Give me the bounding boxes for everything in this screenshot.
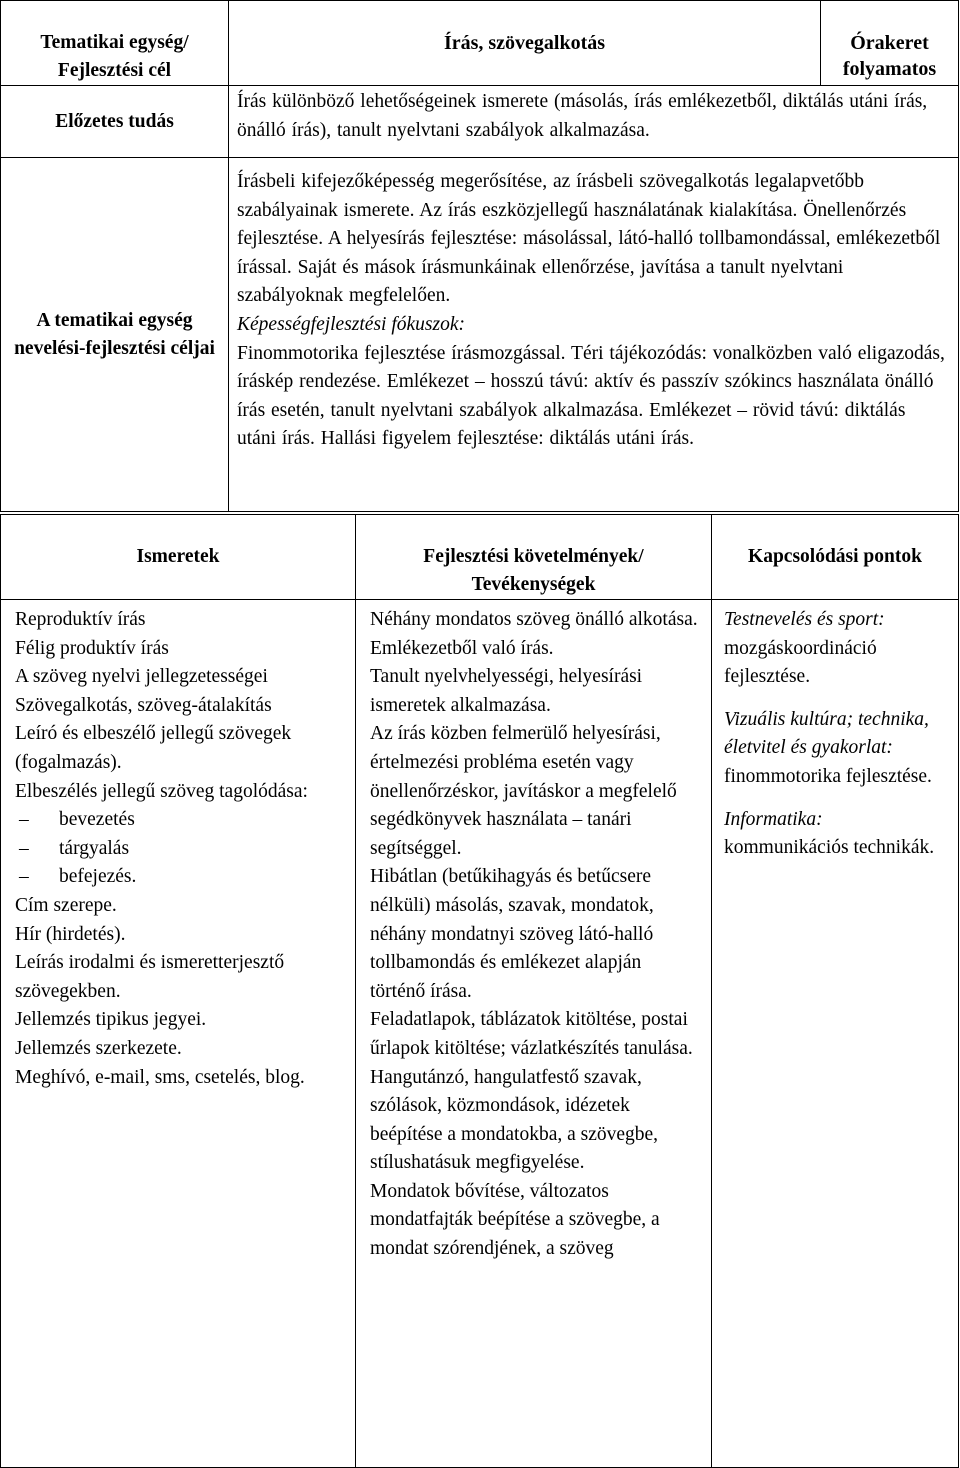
knowledge-line: Félig produktív írás (15, 637, 169, 659)
content-table (0, 514, 959, 1468)
prior-knowledge-label-cell (1, 86, 229, 158)
knowledge-line: Leírás irodalmi és ismeretterjesztő szövegekben. (15, 952, 285, 1002)
unit-title-cell (229, 1, 821, 86)
knowledge-line: Hír (hirdetés). (15, 923, 126, 945)
dash-item-text: bevezetés (59, 809, 135, 831)
knowledge-list-a (15, 606, 345, 806)
connection-item (724, 706, 948, 792)
connection-text: kommunikációs technikák. (724, 837, 935, 859)
connection-text: finommotorika fejlesztése. (724, 765, 932, 787)
requirements-text: Néhány mondatos szöveg önálló alkotása. Emlékezetből való írás. Tanult nyelvhelyességi, helyesírási ismeretek alkalmazása. Az írás közben felmerülő helyesírási, értelmezési probléma esetén vagy önellenőrzéskor, javításkor a megfelelő segédkönyvek használata – tanári segítséggel. Hibátlan (betűkihagyás és betűcsere nélküli) másolás, szavak, mondatok, néhány mondatnyi szöveg látó-halló tollbamondás és emlékezet alapján történő írása. Feladatlapok, táblázatok kitöltése, postai űrlapok kitöltése; vázlatkészítés tanulása. Hangutánzó, hangulatfestő szavak, szólások, közmondások, idézetek beépítése a mondatokba, a szövegbe, stílushatásuk megfigyelése. Mondatok bővítése, változatos mondatfajták beépítése a szövegbe, a mondat szórendjének, a szöveg (370, 609, 698, 1260)
dash-list-item (15, 835, 345, 864)
goals-label: A tematikai egység nevelési-fejlesztési céljai (14, 309, 215, 359)
connections-cell (712, 600, 959, 1468)
knowledge-header-cell (1, 515, 356, 600)
hours-cell (821, 1, 959, 86)
dash-bullet-icon: – (19, 866, 29, 888)
unit-label-cell (1, 1, 229, 86)
knowledge-line: Reproduktív írás (15, 609, 146, 630)
knowledge-cell (1, 600, 356, 1468)
hours-label: Órakeret folyamatos (842, 32, 937, 80)
knowledge-line: Cím szerepe. (15, 894, 117, 916)
unit-label: Tematikai egység/ Fejlesztési cél (40, 32, 189, 81)
dash-list-item (15, 863, 345, 892)
knowledge-line: Jellemzés tipikus jegyei. (15, 1009, 207, 1031)
prior-knowledge-text: Írás különböző lehetőségeinek ismerete (másolás, írás emlékezetből, diktálás utáni írás, önálló írás), tanult nyelvtani szabályok alkalmazása. (237, 91, 928, 141)
unit-overview-table (0, 0, 959, 512)
goals-focus-text: Finommotorika fejlesztése írásmozgással. Téri tájékozódás: vonalközben való eligazodás, íráskép rendezése. Emlékezet – hosszú távú: aktív és passzív szókincs használata önálló írás esetén, tanult nyelvtani szabályok alkalmazása. Emlékezet – rövid távú: diktálás utáni írás. Hallási figyelem fejlesztése: diktálás utáni írás. (237, 342, 945, 450)
dash-item-text: befejezés. (59, 866, 137, 888)
knowledge-line: Meghívó, e-mail, sms, csetelés, blog. (15, 1066, 305, 1088)
goals-cell (229, 158, 959, 512)
dash-bullet-icon: – (19, 837, 29, 859)
dash-list-item (15, 806, 345, 835)
knowledge-line: Leíró és elbeszélő jellegű szövegek (fogalmazás). (15, 723, 292, 773)
knowledge-dash-list (15, 806, 345, 892)
connections-header: Kapcsolódási pontok (748, 546, 922, 567)
knowledge-list-b (15, 892, 345, 1092)
knowledge-line: Elbeszélés jellegű szöveg tagolódása: (15, 780, 308, 802)
connection-subject: Informatika: (724, 808, 823, 830)
knowledge-line: Szövegalkotás, szöveg-átalakítás (15, 694, 272, 716)
prior-knowledge-cell (229, 86, 959, 158)
connection-subject: Vizuális kultúra; technika, életvitel és gyakorlat: (724, 708, 929, 759)
dash-bullet-icon: – (19, 809, 29, 831)
requirements-header: Fejlesztési követelmények/ Tevékenységek (423, 546, 644, 595)
unit-title: Írás, szövegalkotás (443, 31, 606, 54)
connection-item (724, 806, 948, 863)
goals-focus-label: Képességfejlesztési fókuszok: (237, 313, 465, 335)
connection-item (724, 606, 948, 692)
goals-label-cell (1, 158, 229, 512)
dash-item-text: tárgyalás (59, 837, 130, 859)
prior-knowledge-label: Előzetes tudás (55, 110, 174, 132)
requirements-header-cell (356, 515, 712, 600)
connections-header-cell (712, 515, 959, 600)
knowledge-header: Ismeretek (136, 546, 220, 567)
requirements-cell (356, 600, 712, 1468)
goals-text: Írásbeli kifejezőképesség megerősítése, az írásbeli szövegalkotás legalapvetőbb szabályainak ismerete. Az írás eszközjellegű használatának kialakítása. Önellenőrzés fejlesztése. A helyesírás fejlesztése: másolással, látó-halló tollbamondással, emlékezetből írással. Saját és mások írásmunkáinak ellenőrzése, javítása a tanult nyelvtani szabályoknak megfelelően. (237, 171, 941, 307)
connection-subject: Testnevelés és sport: (724, 609, 885, 630)
knowledge-line: Jellemzés szerkezete. (15, 1037, 182, 1059)
knowledge-line: A szöveg nyelvi jellegzetességei (15, 666, 268, 688)
connection-text: mozgáskoordináció fejlesztése. (724, 637, 877, 688)
